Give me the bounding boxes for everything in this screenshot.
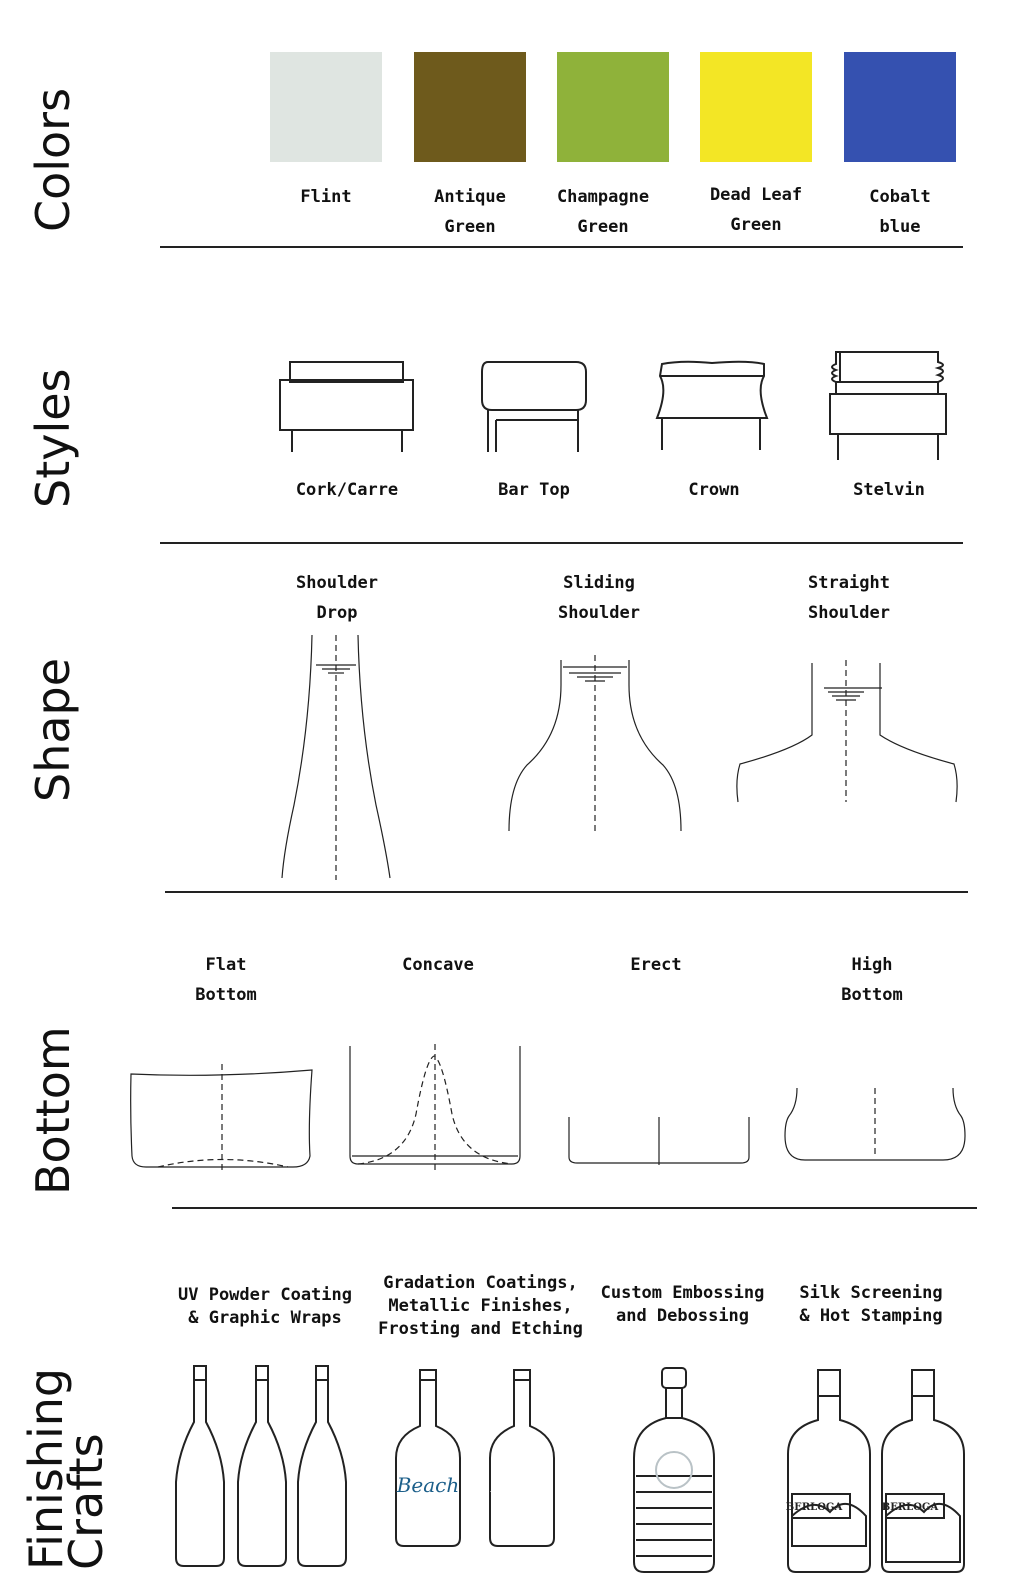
style-label: Crown bbox=[688, 480, 740, 500]
color-label: Dead Leaf Green bbox=[709, 185, 803, 235]
section-divider bbox=[165, 891, 968, 893]
silk-screened-bottles-image bbox=[784, 1366, 968, 1576]
craft-label: Gradation Coatings, Metallic Finishes, Frosting and Etching bbox=[378, 1273, 583, 1339]
flat-bottom-diagram bbox=[128, 1064, 316, 1174]
gold-bottle bbox=[238, 1366, 286, 1566]
color-label: Cobalt blue bbox=[869, 187, 931, 237]
craft-label: UV Powder Coating & Graphic Wraps bbox=[178, 1285, 352, 1328]
left-blue-bottle bbox=[396, 1370, 460, 1546]
style-label: Cork/Carre bbox=[295, 480, 399, 500]
color-label: Flint bbox=[300, 187, 352, 207]
bottom-label: Concave bbox=[402, 955, 474, 975]
section-title-bottom: Bottom bbox=[26, 1026, 80, 1195]
section-divider bbox=[160, 542, 963, 544]
shape-label: Straight Shoulder bbox=[808, 573, 890, 623]
cork-carre-finish-diagram bbox=[278, 360, 418, 455]
color-swatch-antique-green bbox=[414, 52, 526, 162]
color-swatch-flint bbox=[270, 52, 382, 162]
section-title-shape: Shape bbox=[26, 657, 80, 802]
crown-finish-diagram bbox=[652, 360, 772, 455]
bar-top-finish-diagram bbox=[478, 360, 590, 455]
style-label: Bar Top bbox=[498, 480, 570, 500]
concave-bottom-diagram bbox=[346, 1044, 524, 1174]
craft-label: Silk Screening & Hot Stamping bbox=[799, 1283, 943, 1326]
section-title-finishing: Finishing Crafts bbox=[19, 1367, 113, 1570]
bottle-brand-text: Beach bbox=[490, 1473, 554, 1497]
right-blue-bottle bbox=[490, 1370, 554, 1546]
color-swatch-champagne-green bbox=[557, 52, 669, 162]
color-swatch-dead-leaf-green bbox=[700, 52, 812, 162]
high-bottom-diagram bbox=[783, 1086, 969, 1164]
shape-label: Shoulder Drop bbox=[296, 573, 378, 623]
section-divider bbox=[160, 246, 963, 248]
erect-bottom-diagram bbox=[565, 1115, 753, 1167]
style-label: Stelvin bbox=[853, 480, 925, 500]
bottom-label: High Bottom bbox=[841, 955, 903, 1005]
color-label: Antique Green bbox=[434, 187, 506, 237]
bottle-brand-text: BERLOGA bbox=[785, 1502, 843, 1513]
bottom-label: Flat Bottom bbox=[195, 955, 257, 1005]
pink-bottle bbox=[176, 1366, 224, 1566]
section-divider bbox=[172, 1207, 977, 1209]
section-title-colors: Colors bbox=[26, 87, 80, 232]
color-label: Champagne Green bbox=[556, 187, 650, 237]
craft-label: Custom Embossing and Debossing bbox=[600, 1283, 765, 1326]
sliding-shoulder-diagram bbox=[505, 655, 685, 835]
bottle-brand-text: Beach bbox=[396, 1473, 460, 1497]
uv-coated-bottles-image bbox=[172, 1362, 354, 1570]
dark-label-flask bbox=[882, 1370, 964, 1572]
shape-label: Sliding Shoulder bbox=[558, 573, 640, 623]
gradation-coated-bottles-image bbox=[392, 1368, 564, 1550]
embossed-decanter-image bbox=[628, 1366, 720, 1576]
blue-bottle bbox=[298, 1366, 346, 1566]
straight-shoulder-diagram bbox=[732, 660, 962, 805]
stelvin-finish-diagram bbox=[826, 350, 952, 465]
section-title-styles: Styles bbox=[26, 368, 80, 508]
bottle-brand-text: BERLOGA bbox=[881, 1502, 939, 1513]
clear-flask bbox=[786, 1370, 870, 1572]
bottle-sub-text: WHISKEY CO. bbox=[498, 1502, 546, 1510]
bottom-label: Erect bbox=[630, 955, 682, 975]
shoulder-drop-diagram bbox=[270, 635, 400, 880]
color-swatch-cobalt-blue bbox=[844, 52, 956, 162]
